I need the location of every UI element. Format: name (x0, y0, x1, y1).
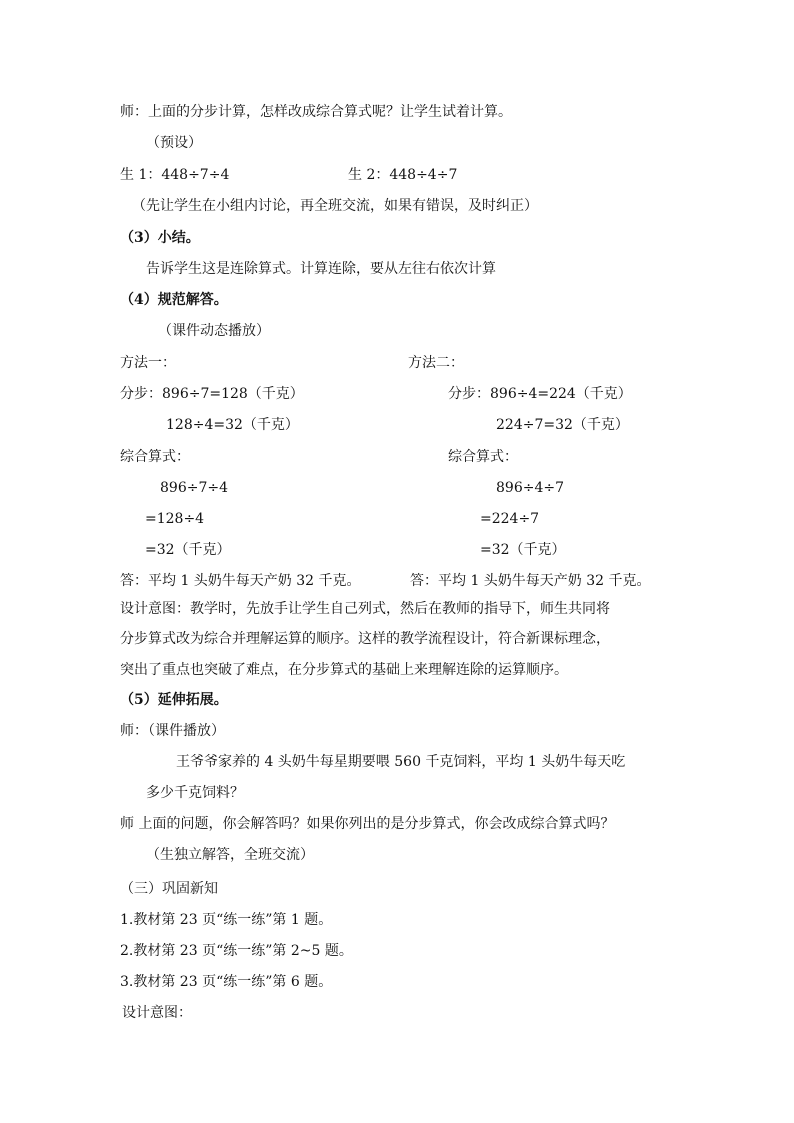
exercise-item-1: 1.教材第 23 页“练一练”第 1 题。 (120, 912, 333, 928)
line-discussion-note: （先让学生在小组内讨论，再全班交流，如果有错误，及时纠正） (132, 198, 538, 214)
heading-standard-answer: （4）规范解答。 (120, 292, 228, 308)
line-preset: （预设） (146, 135, 202, 151)
method-two-step-2: 224÷7=32（千克） (496, 417, 629, 433)
line-courseware-play: （课件动态播放） (158, 323, 270, 339)
method-one-step-1: 分步：896÷7=128（千克） (120, 386, 304, 402)
method-two-step-1: 分步：896÷4=224（千克） (448, 386, 632, 402)
exercise-item-3: 3.教材第 23 页“练一练”第 6 题。 (120, 974, 333, 990)
line-teacher-question: 师：上面的分步计算，怎样改成综合算式呢？让学生试着计算。 (120, 104, 512, 120)
line-teacher-courseware: 师：（课件播放） (120, 723, 225, 739)
design-intent-label: 设计意图： (122, 1005, 192, 1021)
line-independent-solve: （生独立解答，全班交流） (146, 847, 314, 863)
method-one-expression: 896÷7÷4 (160, 480, 228, 496)
line-student-1: 生 1：448÷7÷4 (120, 167, 230, 183)
method-one-result: =32（千克） (145, 542, 231, 558)
method-two-result: =32（千克） (480, 542, 566, 558)
line-problem-2: 多少千克饲料？ (146, 785, 244, 801)
method-one-label: 方法一： (120, 355, 176, 371)
method-one-answer: 答：平均 1 头奶牛每天产奶 32 千克。 (120, 573, 361, 589)
method-two-intermediate: =224÷7 (480, 511, 540, 527)
line-problem-1: 王爷爷家养的 4 头奶牛每星期要喂 560 千克饲料，平均 1 头奶牛每天吃 (176, 754, 626, 770)
line-student-2: 生 2：448÷4÷7 (348, 167, 458, 183)
method-one-step-2: 128÷4=32（千克） (166, 417, 299, 433)
method-one-combined-label: 综合算式： (120, 449, 190, 465)
design-intent-line-2: 分步算式改为综合并理解运算的顺序。这样的教学流程设计，符合新课标理念， (120, 631, 610, 647)
design-intent-line-1: 设计意图：教学时，先放手让学生自己列式，然后在教师的指导下，师生共同将 (120, 601, 610, 617)
method-two-expression: 896÷4÷7 (496, 480, 564, 496)
method-two-label: 方法二： (408, 355, 464, 371)
line-summary-text: 告诉学生这是连除算式。计算连除，要从左往右依次计算 (146, 261, 496, 277)
method-two-answer: 答：平均 1 头奶牛每天产奶 32 千克。 (410, 573, 651, 589)
method-two-combined-label: 综合算式： (448, 449, 518, 465)
method-one-intermediate: =128÷4 (145, 511, 205, 527)
heading-summary: （3）小结。 (120, 230, 200, 246)
line-teacher-followup: 师 上面的问题，你会解答吗？如果你列出的是分步算式，你会改成综合算式吗？ (120, 816, 615, 832)
exercise-item-2: 2.教材第 23 页“练一练”第 2~5 题。 (120, 943, 353, 959)
design-intent-line-3: 突出了重点也突破了难点，在分步算式的基础上来理解连除的运算顺序。 (120, 662, 568, 678)
heading-consolidate: （三）巩固新知 (120, 881, 218, 897)
heading-extension: （5）延伸拓展。 (120, 692, 228, 708)
